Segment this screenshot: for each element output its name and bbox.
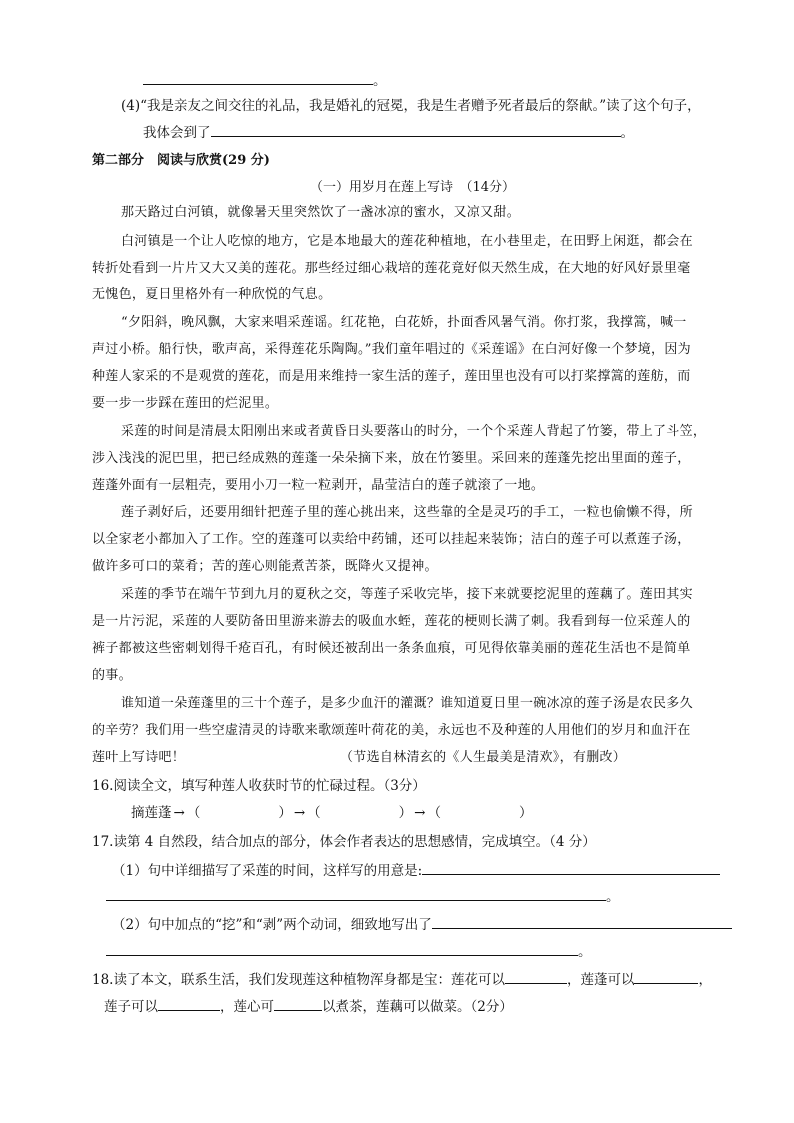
passage-line: 以全家老小都加入了工作。空的莲蓬可以卖给中药铺，还可以挂起来装饰；洁白的莲子可以煮莲子汤， xyxy=(92,532,691,547)
period: 。 xyxy=(606,889,620,905)
sub-question-text: （2）句中加点的“挖”和“剥”两个动词，细致地写出了 xyxy=(112,917,432,933)
passage-line: 的事。 xyxy=(92,668,132,683)
paren-open: （ xyxy=(427,805,441,821)
passage-line: 莲蓬外面有一层粗壳，要用小刀一粒一粒剥开，晶莹洁白的莲子就滚了一地。 xyxy=(92,478,545,493)
sub-question-label: (4) xyxy=(121,98,141,114)
period: 。 xyxy=(620,125,634,141)
question-text: 18.读了本文，联系生活，我们发现莲这种植物浑身都是宝：莲花可以 xyxy=(92,972,505,988)
passage-line: 莲子剥好后，还要用细针把莲子里的莲心挑出来，这些靠的全是灵巧的手工，一粒也偷懒不得，所 xyxy=(121,505,693,520)
answer-blank[interactable] xyxy=(143,70,373,85)
q18-line2 xyxy=(104,996,513,1016)
question-text: ， xyxy=(698,972,712,988)
q17-sub2-continuation xyxy=(106,941,592,961)
question-text: ，莲心可 xyxy=(220,999,274,1015)
arrow-right-icon: → xyxy=(173,805,185,821)
passage-line: 采莲的季节在端午节到九月的夏秋之交，等莲子采收完毕，接下来就要挖泥里的莲藕了。莲田其实 xyxy=(121,587,693,602)
passage-line: 无愧色，夏日里格外有一种欣悦的气息。 xyxy=(92,287,332,302)
paren-open: （ xyxy=(307,805,321,821)
passage-line: 是一片污泥，采莲的人要防备田里游来游去的吸血水蛭，莲花的梗则长满了刺。我看到每一位采莲人的 xyxy=(92,614,691,629)
answer-blank[interactable] xyxy=(211,122,621,137)
q16-flow xyxy=(131,804,532,822)
q17-sub1-continuation xyxy=(106,886,620,906)
q15-4-quote xyxy=(121,97,701,115)
arrow-right-icon: → xyxy=(293,805,306,821)
sub-question-text: “我是亲友之间交往的礼品，我是婚礼的冠冕，我是生者赠予死者最后的祭献。”读了这个句子， xyxy=(140,98,701,114)
paren-close: ） xyxy=(518,805,533,821)
passage-line: 要一步一步踩在莲田的烂泥里。 xyxy=(92,396,279,411)
q17-sub2 xyxy=(112,914,732,934)
part2-heading: 第二部分 阅读与欣赏(29 分) xyxy=(92,153,270,168)
answer-blank[interactable] xyxy=(634,969,698,984)
answer-blank[interactable] xyxy=(422,860,720,875)
arrow-right-icon: → xyxy=(414,805,426,821)
passage-line: 的辛劳？我们用一些空虚清灵的诗歌来歌颂莲叶荷花的美，永远也不及种莲的人用他们的岁月和血汗在 xyxy=(92,723,691,738)
q18-line1 xyxy=(92,969,712,989)
passage-line: 白河镇是一个让人吃惊的地方，它是本地最大的莲花种植地，在小巷里走，在田野上闲逛，都会在 xyxy=(121,234,693,249)
flow-step-start: 摘莲蓬 xyxy=(131,805,172,821)
q17-sub1 xyxy=(112,860,720,880)
period: 。 xyxy=(578,944,592,960)
passage-line: 那天路过白河镇，就像暑天里突然饮了一盏冰凉的蜜水，又凉又甜。 xyxy=(121,205,521,220)
paren-close: ） xyxy=(398,805,413,821)
period: 。 xyxy=(373,73,387,89)
passage-line: 做许多可口的菜肴；苦的莲心则能煮苦茶，既降火又提神。 xyxy=(92,559,438,574)
sub-question-text: （1）句中详细描写了采莲的时间，这样写的用意是: xyxy=(112,863,423,879)
passage-line: 莲叶上写诗吧！ xyxy=(92,750,186,765)
question-text: 莲子可以 xyxy=(104,999,158,1015)
q16-prompt: 16.阅读全文，填写种莲人收获时节的忙碌过程。（3分） xyxy=(92,778,426,794)
answer-prefix: 我体会到了 xyxy=(143,125,211,141)
passage-line: 裤子都被这些密刺划得千疮百孔，有时候还被刮出一条条血痕，可见得依靠美丽的莲花生活也不是简单 xyxy=(92,641,691,656)
q15-4-answer-line xyxy=(143,122,634,142)
question-text: ，莲蓬可以 xyxy=(566,972,635,988)
passage-line: 涉入浅浅的泥巴里，把已经成熟的莲蓬一朵朵摘下来，放在竹篓里。采回来的莲蓬先挖出里面的莲子， xyxy=(92,451,691,466)
answer-blank[interactable] xyxy=(106,886,606,901)
paren-close: ） xyxy=(278,805,292,821)
passage-line: 采莲的时间是清晨太阳刚出来或者黄昏日头要落山的时分，一个个采莲人背起了竹篓，带上了斗笠， xyxy=(121,424,707,439)
answer-blank[interactable] xyxy=(274,996,322,1011)
answer-blank[interactable] xyxy=(432,914,732,929)
passage-line: 声过小桥。船行快，歌声高，采得莲花乐陶陶。”我们童年唱过的《采莲谣》在白河好像一个梦境，因为 xyxy=(92,342,691,357)
passage-line: “夕阳斜，晚风飘，大家来唱采莲谣。红花艳，白花娇，扑面香风暑气消。你打浆，我撑篙，喊一 xyxy=(121,315,687,330)
answer-blank[interactable] xyxy=(505,969,567,984)
passage-title: （一）用岁月在莲上写诗 （14分） xyxy=(310,180,516,195)
passage-line: 种莲人家采的不是观赏的莲花，而是用来维持一家生活的莲子，莲田里也没有可以打桨撑篙的莲舫，而 xyxy=(92,369,691,384)
answer-blank[interactable] xyxy=(158,996,220,1011)
question-text: 以煮茶，莲藕可以做菜。（2分） xyxy=(322,999,513,1015)
passage-line: 谁知道一朵莲蓬里的三十个莲子，是多少血汗的灌溉？谁知道夏日里一碗冰凉的莲子汤是农民多久 xyxy=(121,696,693,711)
answer-blank[interactable] xyxy=(106,941,578,956)
passage-source: （节选自林清玄的《人生最美是清欢》，有删改） xyxy=(340,750,627,765)
passage-line: 转折处看到一片片又大又美的莲花。那些经过细心栽培的莲花竟好似天然生成，在大地的好风好景里毫 xyxy=(92,261,691,276)
q17-prompt: 17.读第 4 自然段，结合加点的部分，体会作者表达的思想感情，完成填空。（4 分） xyxy=(92,834,596,850)
q15-continuation-line xyxy=(143,70,387,90)
paren-open: （ xyxy=(186,805,201,821)
